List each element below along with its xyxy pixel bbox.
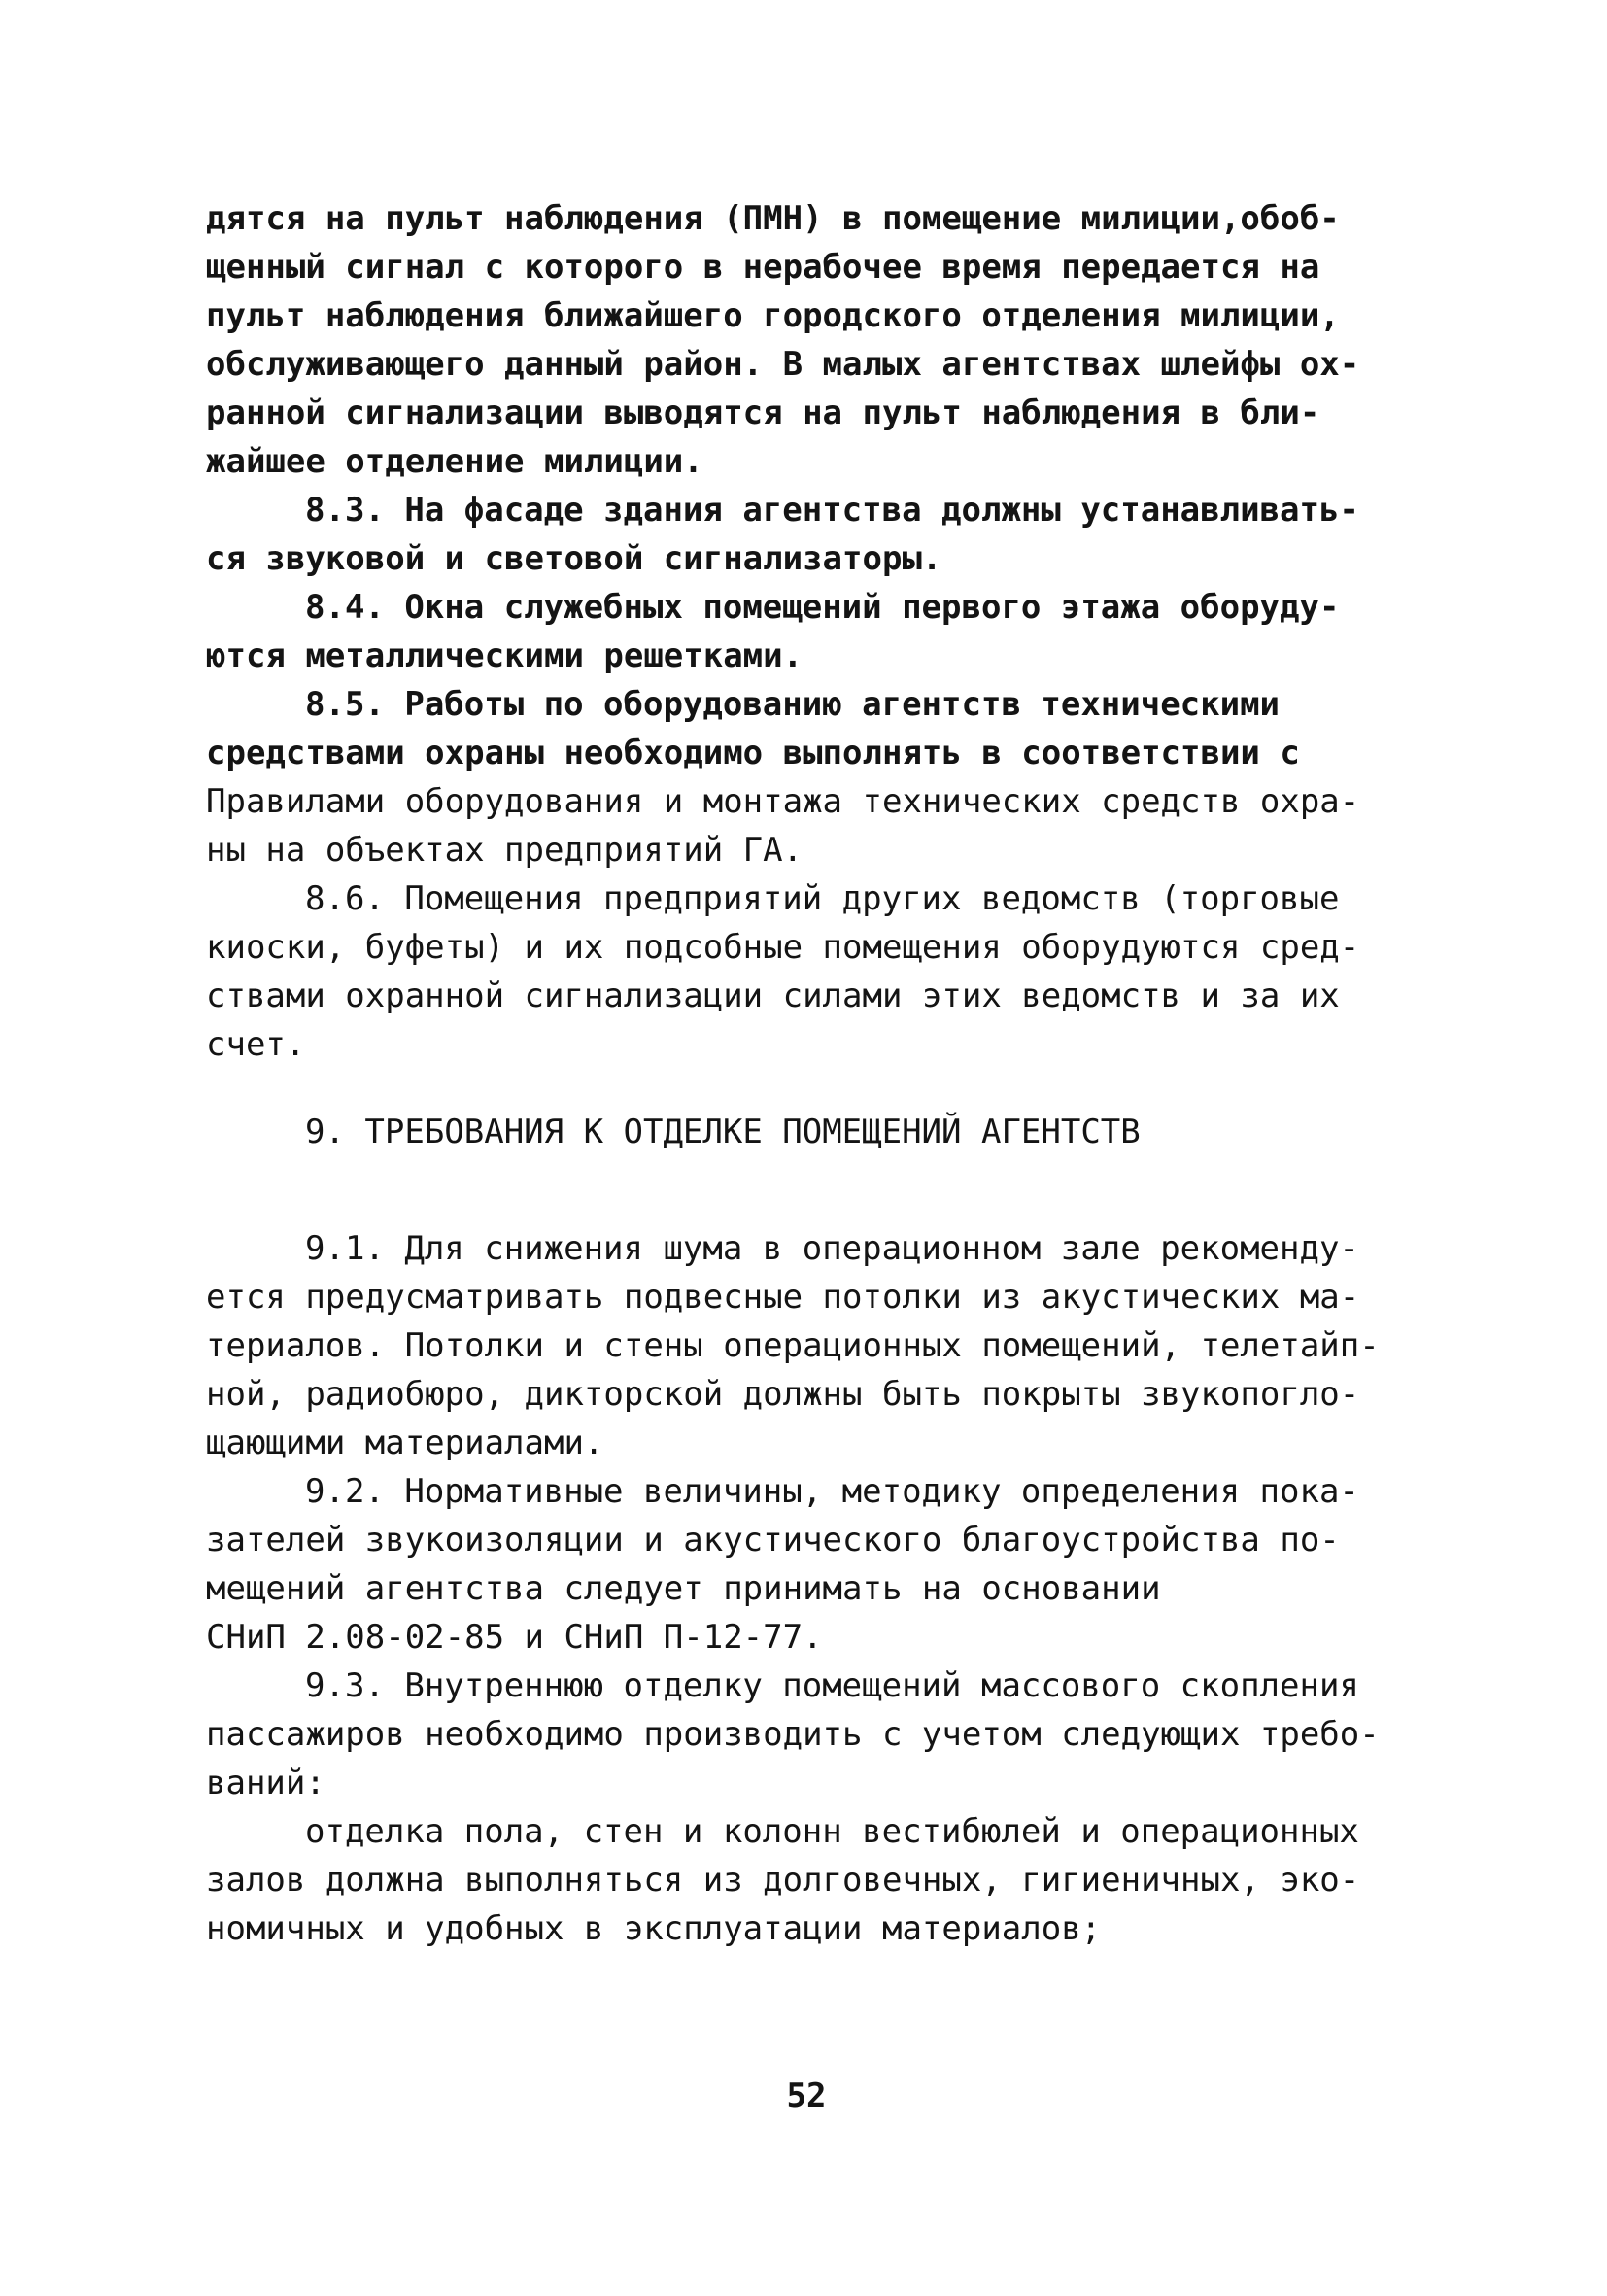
- text-line: зателей звукоизоляции и акустического благоустройства по-: [206, 1521, 1340, 1559]
- text-line: щающими материалами.: [206, 1423, 604, 1462]
- text-line: ствами охранной сигнализации силами этих ведомств и за их: [206, 977, 1340, 1015]
- page-number: 52: [786, 2076, 827, 2115]
- list-item-start: отделка пола, стен и колонн вестибюлей и операционных: [305, 1812, 1359, 1851]
- text-line: залов должна выполняться из долговечных, гигиеничных, эко-: [206, 1861, 1360, 1900]
- text-line: ется предусматривать подвесные потолки из акустических ма-: [206, 1278, 1360, 1317]
- paragraph-9-1-start: 9.1. Для снижения шума в операционном зале рекоменду-: [305, 1229, 1359, 1268]
- paragraph-9-3-start: 9.3. Внутреннюю отделку помещений массового скопления: [305, 1666, 1359, 1705]
- text-line: ваний:: [206, 1764, 325, 1802]
- regular-text-block-a: [206, 777, 1411, 1069]
- paragraph-8-6-start: 8.6. Помещения предприятий других ведомств (торговые: [305, 879, 1340, 918]
- text-line: киоски, буфеты) и их подсобные помещения оборудуются сред-: [206, 928, 1360, 967]
- text-line: ны на объектах предприятий ГА.: [206, 831, 804, 870]
- text-line: СНиП 2.08-02-85 и СНиП П-12-77.: [206, 1618, 823, 1657]
- paragraph-9-2-start: 9.2. Нормативные величины, методику определения пока-: [305, 1472, 1359, 1511]
- text-line: пассажиров необходимо производить с учетом следующих требо-: [206, 1715, 1380, 1754]
- text-line: Правилами оборудования и монтажа технических средств охра-: [206, 782, 1360, 821]
- text-line: обслуживающего данный район. В малых агентствах шлейфы ох-: [206, 345, 1360, 384]
- text-line: щенный сигнал с которого в нерабочее время передается на: [206, 248, 1320, 287]
- paragraph-8-5-start: 8.5. Работы по оборудованию агентств техническими: [305, 685, 1281, 724]
- regular-text-block-b: [206, 1224, 1411, 1953]
- text-line: средствами охраны необходимо выполнять в соответствии с: [206, 734, 1300, 772]
- text-line: номичных и удобных в эксплуатации материалов;: [206, 1909, 1102, 1948]
- text-line: дятся на пульт наблюдения (ПМН) в помещение милиции,обоб-: [206, 199, 1340, 238]
- text-line: счет.: [206, 1025, 306, 1064]
- text-line: ются металлическими решетками.: [206, 636, 804, 675]
- bold-text-block: [206, 194, 1411, 777]
- text-line: териалов. Потолки и стены операционных помещений, телетайп-: [206, 1326, 1380, 1365]
- text-line: пульт наблюдения ближайшего городского отделения милиции,: [206, 296, 1340, 335]
- paragraph-8-3-start: 8.3. На фасаде здания агентства должны устанавливать-: [305, 491, 1359, 530]
- section-9-heading: 9. ТРЕБОВАНИЯ К ОТДЕЛКЕ ПОМЕЩЕНИЙ АГЕНТСТВ: [305, 1113, 1141, 1151]
- paragraph-8-4-start: 8.4. Окна служебных помещений первого этажа оборуду-: [305, 588, 1340, 627]
- text-line: мещений агентства следует принимать на основании: [206, 1569, 1161, 1608]
- text-line: ной, радиобюро, дикторской должны быть покрыты звукопогло-: [206, 1375, 1360, 1414]
- text-line: ся звуковой и световой сигнализаторы.: [206, 539, 942, 578]
- text-line: жайшее отделение милиции.: [206, 442, 703, 481]
- text-line: ранной сигнализации выводятся на пульт наблюдения в бли-: [206, 394, 1320, 432]
